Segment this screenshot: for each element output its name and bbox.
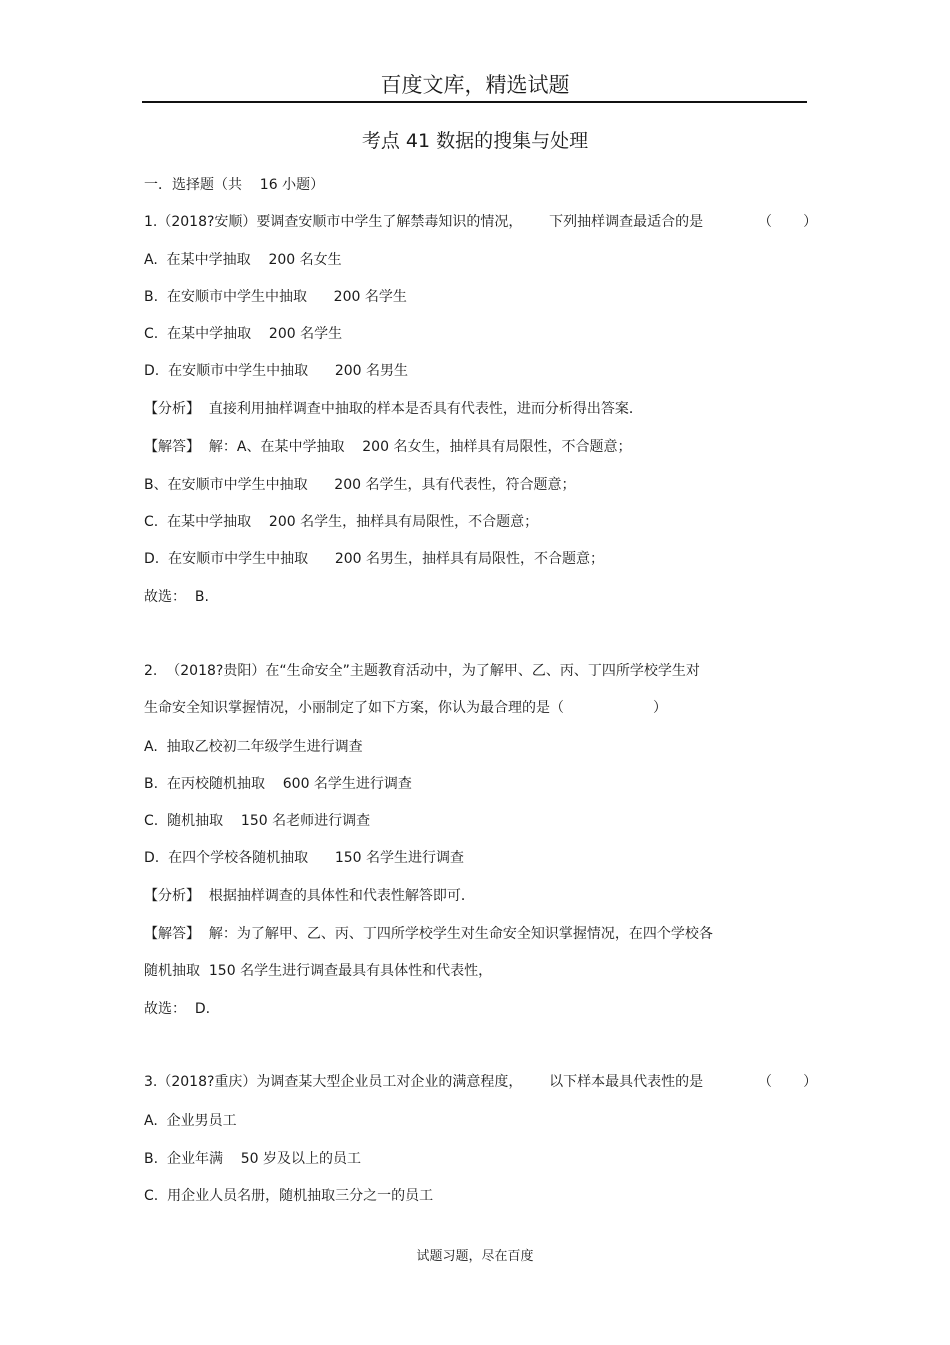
q1-answer-line: C. 在某中学抽取 200 名学生，抽样具有局限性，不合题意； bbox=[144, 514, 539, 530]
q2-stem-line: 2. （2018?贵阳）在“生命安全”主题教育活动中，为了解甲、乙、丙、丁四所学校学生对 bbox=[144, 663, 700, 679]
q1-answer-blank: （ ） bbox=[758, 214, 818, 230]
q3-option-b: B. 企业年满 50 岁及以上的员工 bbox=[144, 1151, 362, 1167]
page-footer: 试题习题，尽在百度 bbox=[416, 1249, 534, 1264]
section-heading: 一．选择题（共 16 小题） bbox=[144, 177, 325, 193]
q2-analysis: 【分析】 根据抽样调查的具体性和代表性解答即可． bbox=[144, 888, 475, 904]
q2-answer-line: 随机抽取 150 名学生进行调查最具有具体性和代表性， bbox=[144, 963, 493, 979]
q2-option-d: D. 在四个学校各随机抽取 150 名学生进行调查 bbox=[144, 850, 465, 866]
document-title: 考点 41 数据的搜集与处理 bbox=[361, 130, 589, 152]
q1-answer-line: B、在安顺市中学生中抽取 200 名学生，具有代表性，符合题意； bbox=[144, 477, 576, 493]
q1-option-d: D. 在安顺市中学生中抽取 200 名男生 bbox=[144, 363, 409, 379]
q2-option-a: A. 抽取乙校初二年级学生进行调查 bbox=[144, 739, 363, 755]
q1-answer-line: 【解答】 解：A、在某中学抽取 200 名女生，抽样具有局限性，不合题意； bbox=[144, 439, 632, 455]
q2-option-b: B. 在丙校随机抽取 600 名学生进行调查 bbox=[144, 776, 412, 792]
q1-choice: 故选： B. bbox=[144, 589, 209, 605]
q2-answer-line: 【解答】 解：为了解甲、乙、丙、丁四所学校学生对生命安全知识掌握情况，在四个学校各 bbox=[144, 926, 713, 942]
q1-option-a: A. 在某中学抽取 200 名女生 bbox=[144, 252, 342, 268]
q3-option-c: C. 用企业人员名册，随机抽取三分之一的员工 bbox=[144, 1188, 434, 1204]
q2-stem-line: 生命安全知识掌握情况，小丽制定了如下方案，你认为最合理的是（ ） bbox=[144, 700, 668, 716]
q1-answer-line: D. 在安顺市中学生中抽取 200 名男生，抽样具有局限性，不合题意； bbox=[144, 551, 605, 567]
q3-option-a: A. 企业男员工 bbox=[144, 1113, 237, 1129]
q3-answer-blank: （ ） bbox=[758, 1074, 818, 1090]
q2-option-c: C. 随机抽取 150 名老师进行调查 bbox=[144, 813, 371, 829]
q2-choice: 故选： D. bbox=[144, 1001, 211, 1017]
header-divider bbox=[142, 101, 807, 103]
q1-option-c: C. 在某中学抽取 200 名学生 bbox=[144, 326, 343, 342]
q3-stem: 3.（2018?重庆）为调查某大型企业员工对企业的满意程度， 以下样本最具代表性的是 bbox=[144, 1074, 704, 1090]
q1-option-b: B. 在安顺市中学生中抽取 200 名学生 bbox=[144, 289, 407, 305]
header-title: 百度文库，精选试题 bbox=[380, 73, 570, 97]
q1-stem: 1.（2018?安顺）要调查安顺市中学生了解禁毒知识的情况， 下列抽样调查最适合的是 bbox=[144, 214, 704, 230]
q1-analysis: 【分析】 直接利用抽样调查中抽取的样本是否具有代表性，进而分析得出答案． bbox=[144, 401, 643, 417]
